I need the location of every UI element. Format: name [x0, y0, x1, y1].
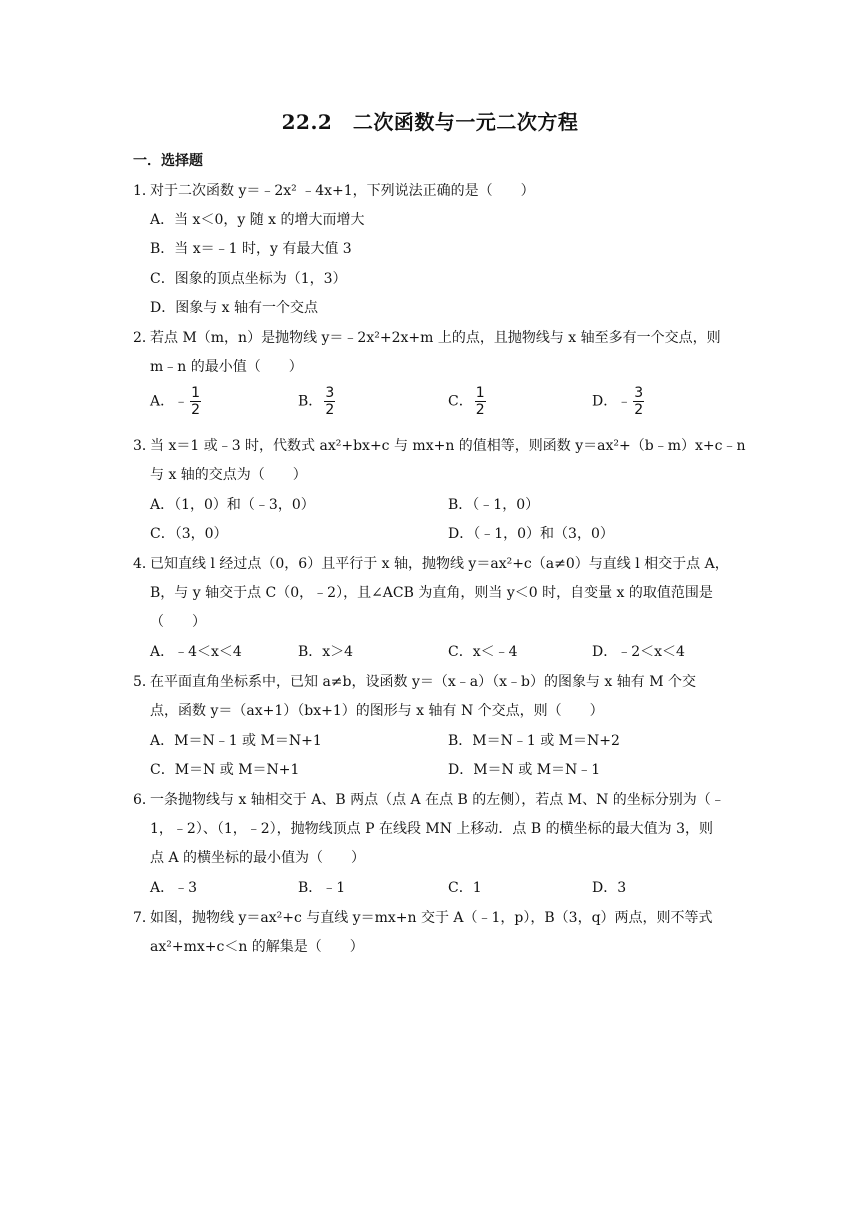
question-stem: 在平面直角坐标系中，已知 a≠b，设函数 y＝（x﹣a）（x﹣b）的图象与 x 轴有 M 个交 [150, 674, 696, 690]
q4-option-a: A．﹣4＜x＜4 [150, 644, 242, 660]
numerator: 1 [191, 385, 201, 401]
q3-option-a: A．（1，0）和（﹣3，0） [150, 497, 315, 513]
q6-option-c: C．1 [448, 880, 482, 896]
section-heading: 一．选择题 [133, 153, 203, 169]
question-stem: 一条抛物线与 x 轴相交于 A、B 两点（点 A 在点 B 的左侧），若点 M、N 的坐标分别为（﹣ [150, 792, 725, 808]
question-3 [133, 435, 745, 455]
question-1 [133, 180, 535, 200]
fraction [633, 386, 644, 417]
q1-option-d: D．图象与 x 轴有一个交点 [150, 300, 319, 316]
q6-option-a: A．﹣3 [150, 880, 198, 896]
q3-option-b: B．（﹣1，0） [448, 497, 540, 513]
option-label: D． [592, 393, 618, 410]
question-stem: 当 x＝1 或﹣3 时，代数式 ax²+bx+c 与 mx+n 的值相等，则函数 y＝ax²+（b﹣m）x+c﹣n [150, 438, 746, 454]
denominator: 2 [634, 402, 644, 418]
q2-option-a [150, 386, 201, 417]
question-number: 5． [133, 674, 156, 690]
minus-sign: ﹣ [174, 393, 189, 410]
denominator: 2 [191, 402, 201, 418]
question-4 [133, 553, 729, 573]
fraction [324, 386, 335, 417]
question-2 [133, 327, 721, 347]
question-number: 6． [133, 792, 156, 808]
page-title: 22.2 二次函数与一元二次方程 [281, 110, 579, 134]
denominator: 2 [475, 402, 485, 418]
q4-option-c: C．x＜﹣4 [448, 644, 518, 660]
question-7 [133, 907, 713, 927]
question-stem: 对于二次函数 y＝﹣2x² ﹣4x+1，下列说法正确的是（ ） [150, 183, 535, 199]
fraction [475, 386, 486, 417]
question-stem-continued: 1，﹣2）、（1，﹣2），抛物线顶点 P 在线段 MN 上移动．点 B 的横坐标的最大值为 3，则 [150, 821, 713, 837]
option-label: C． [448, 393, 473, 410]
question-6 [133, 789, 725, 809]
q2-option-d [592, 386, 644, 417]
q3-option-d: D．（﹣1，0）和（3，0） [448, 526, 614, 542]
q5-option-a: A．M＝N﹣1 或 M＝N+1 [150, 733, 322, 749]
question-stem-continued: m﹣n 的最小值（ ） [150, 359, 303, 375]
question-stem-continued: B，与 y 轴交于点 C（0，﹣2），且∠ACB 为直角，则当 y＜0 时，自变量 x 的取值范围是 [150, 585, 713, 601]
question-number: 3． [133, 438, 156, 454]
q1-option-c: C．图象的顶点坐标为（1，3） [150, 271, 347, 287]
question-number: 7． [133, 910, 156, 926]
q5-option-d: D．M＝N 或 M＝N﹣1 [448, 762, 601, 778]
numerator: 3 [325, 385, 335, 401]
q6-option-d: D．3 [592, 880, 627, 896]
q5-option-b: B．M＝N﹣1 或 M＝N+2 [448, 733, 620, 749]
q4-option-d: D．﹣2＜x＜4 [592, 644, 685, 660]
question-stem-continued: 点 A 的横坐标的最小值为（ ） [150, 850, 366, 866]
question-stem-continued: 与 x 轴的交点为（ ） [150, 467, 307, 483]
minus-sign: ﹣ [617, 393, 632, 410]
q3-option-c: C．（3，0） [150, 526, 228, 542]
numerator: 3 [634, 385, 644, 401]
q6-option-b: B．﹣1 [298, 880, 346, 896]
q2-option-b [298, 386, 335, 417]
question-stem-continued: ax²+mx+c＜n 的解集是（ ） [150, 939, 364, 955]
question-stem-continued: （ ） [150, 614, 206, 630]
numerator: 1 [475, 385, 485, 401]
question-number: 2． [133, 330, 156, 346]
question-number: 1． [133, 183, 156, 199]
question-5 [133, 671, 696, 691]
q2-option-c [448, 386, 486, 417]
q5-option-c: C．M＝N 或 M＝N+1 [150, 762, 300, 778]
question-stem: 若点 M（m，n）是抛物线 y＝﹣2x²+2x+m 上的点，且抛物线与 x 轴至多有一个交点，则 [150, 330, 721, 346]
question-stem: 如图，抛物线 y＝ax²+c 与直线 y＝mx+n 交于 A（﹣1，p），B（3，q）两点，则不等式 [150, 910, 713, 926]
option-label: A． [150, 393, 175, 410]
fraction [190, 386, 201, 417]
denominator: 2 [325, 402, 335, 418]
q1-option-b: B．当 x＝﹣1 时，y 有最大值 3 [150, 241, 352, 257]
question-stem: 已知直线 l 经过点（0，6）且平行于 x 轴，抛物线 y＝ax²+c（a≠0）与直线 l 相交于点 A， [150, 556, 729, 572]
q4-option-b: B．x＞4 [298, 644, 354, 660]
q1-option-a: A．当 x＜0，y 随 x 的增大而增大 [150, 212, 365, 228]
question-stem-continued: 点，函数 y＝（ax+1）（bx+1）的图形与 x 轴有 N 个交点，则（ ） [150, 703, 604, 719]
question-number: 4． [133, 556, 156, 572]
option-label: B． [298, 393, 323, 410]
